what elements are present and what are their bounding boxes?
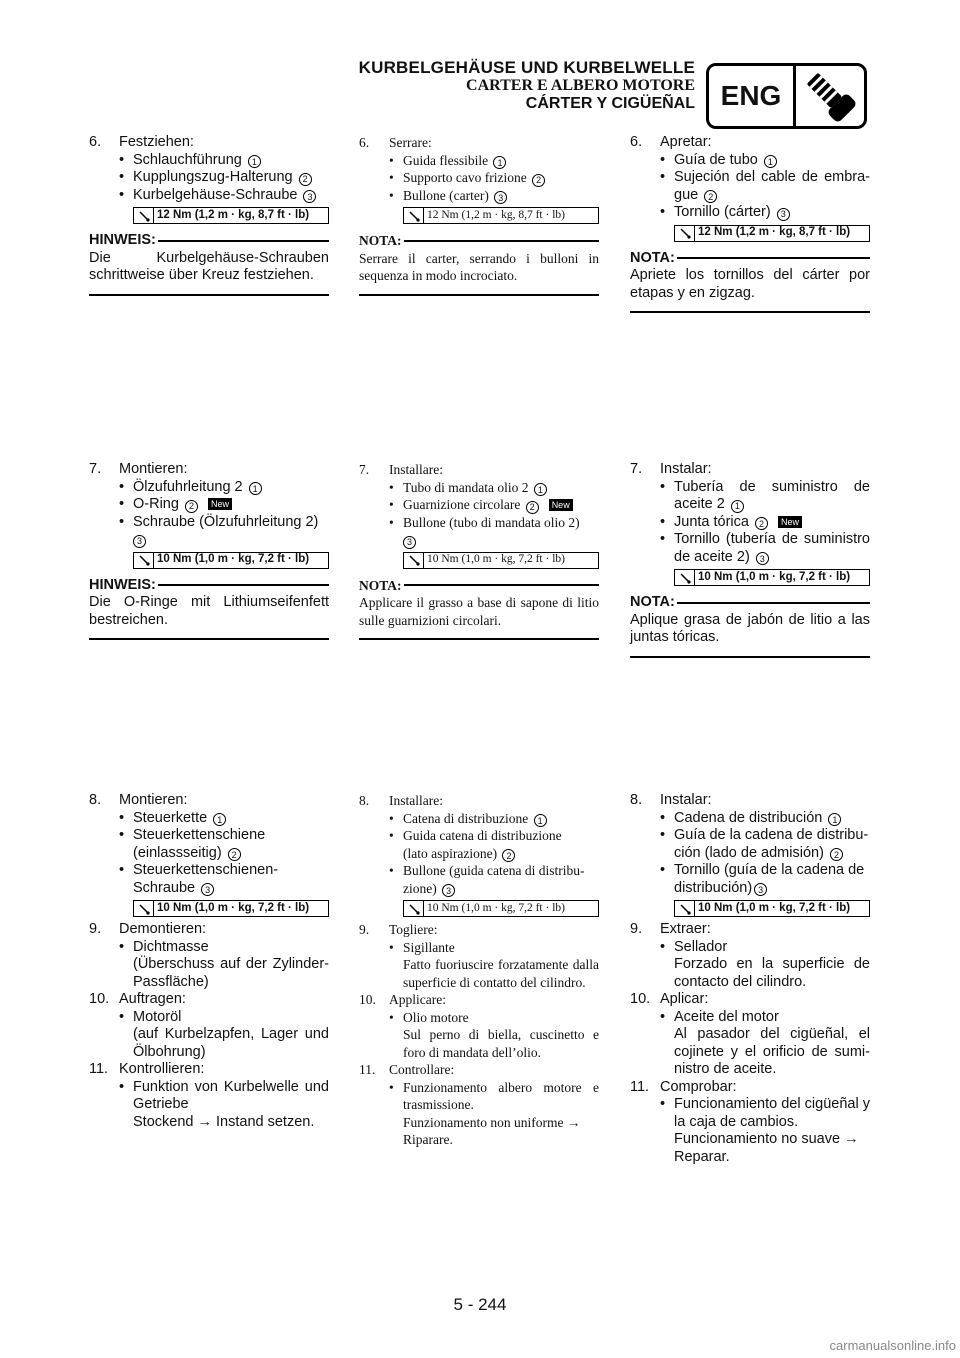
new-part-badge: New: [549, 499, 573, 511]
es-step-6: 6. Apretar: • Guía de tubo 1 • Sujeción del cable de embra-gue 2 • Tornillo (cárter) 3 12 Nm (1,2 m · kg, 8,7 ft · lb) NOTA: Apriete los tornillos del cárter por etapas y en zigzag.: [630, 134, 870, 313]
torque-wrench-icon: [404, 208, 424, 223]
note-box: NOTA: Aplique grasa de jabón de litio a las juntas tóricas.: [630, 594, 870, 658]
callout-1: 1: [534, 483, 547, 496]
section-header: [359, 58, 695, 113]
torque-spec: 10 Nm (1,0 m · kg, 7,2 ft · lb): [133, 552, 329, 569]
callout-3: 3: [201, 883, 214, 896]
callout-2: 2: [755, 517, 768, 530]
torque-wrench-icon: [675, 570, 695, 585]
note-box: HINWEIS: Die Kurbelgehäuse-Schrauben schrittweise über Kreuz festziehen.: [89, 232, 329, 296]
callout-1: 1: [764, 155, 777, 168]
torque-wrench-icon: [134, 901, 154, 916]
callout-1: 1: [534, 814, 547, 827]
torque-spec: 10 Nm (1,0 m · kg, 7,2 ft · lb): [403, 900, 599, 917]
de-step-7: 7. Montieren: • Ölzufuhrleitung 2 1 • O-Ring 2 New • Schraube (Ölzufuhrleitung 2) 3 10 Nm (1,0 m · kg, 7,2 ft · lb) HINWEIS: Die O-Ringe mit Lithiumseifenfett bestreichen.: [89, 461, 329, 640]
callout-2: 2: [704, 190, 717, 203]
es-steps-8-11: 8. Instalar: • Cadena de distribución 1 • Guía de la cadena de distribu- ción (lado de admisión) 2 • Tornillo (guía de la cadena de distribución) 3 10 Nm (1,0 m · kg, 7,2 ft · lb) 9. Extraer: • Sellador Forzado en la superficie de contacto del cilindro. 10. Aplicar: • Aceite del motor Al pasador del cigüeñal, el cojinete y el orificio de sumi-nistro de aceite. 11. Comprobar: • Funcionamiento del cigüeñal y la caja de cambios. Funcionamiento no suave → Reparar.: [630, 792, 870, 1165]
torque-wrench-icon: [134, 553, 154, 568]
note-box: HINWEIS: Die O-Ringe mit Lithiumseifenfett bestreichen.: [89, 577, 329, 641]
callout-1: 1: [731, 500, 744, 513]
torque-spec: 12 Nm (1,2 m · kg, 8,7 ft · lb): [674, 225, 870, 242]
callout-2: 2: [502, 849, 515, 862]
callout-3: 3: [756, 552, 769, 565]
header-title-es: CÁRTER Y CIGÜEÑAL: [525, 95, 695, 112]
de-steps-8-11: 8. Montieren: • Steuerkette 1 • Steuerkettenschiene (einlassseitig) 2 • Steuerkettenschienen- Schraube 3 10 Nm (1,0 m · kg, 7,2 ft · lb) 9. Demontieren: • Dichtmasse (Überschuss auf der Zylinder-Passfläche) 10. Auftragen: • Motoröl (auf Kurbelzapfen, Lager und Ölbohrung) 11. Kontrollieren: • Funktion von Kurbelwelle und Getriebe Stockend → Instand setzen.: [89, 792, 329, 1130]
callout-1: 1: [213, 813, 226, 826]
torque-spec: 12 Nm (1,2 m · kg, 8,7 ft · lb): [403, 207, 599, 224]
note-box: NOTA: Serrare il carter, serrando i bulloni in sequenza in modo incrociato.: [359, 232, 599, 296]
torque-wrench-icon: [404, 901, 424, 916]
page-number: 5 - 244: [453, 1295, 507, 1314]
callout-3: 3: [303, 190, 316, 203]
torque-spec: 10 Nm (1,0 m · kg, 7,2 ft · lb): [674, 569, 870, 586]
torque-wrench-icon: [404, 553, 424, 568]
it-step-6: 6. Serrare: • Guida flessibile 1 • Supporto cavo frizione 2 • Bullone (carter) 3 12 Nm (1,2 m · kg, 8,7 ft · lb) NOTA: Serrare il carter, serrando i bulloni in sequenza in modo incrociato.: [359, 134, 599, 296]
header-title-de: KURBELGEHÄUSE UND KURBELWELLE: [358, 58, 695, 77]
callout-2: 2: [228, 848, 241, 861]
callout-1: 1: [493, 156, 506, 169]
callout-3: 3: [403, 536, 416, 549]
torque-spec: 10 Nm (1,0 m · kg, 7,2 ft · lb): [403, 552, 599, 569]
callout-2: 2: [526, 501, 539, 514]
torque-wrench-icon: [675, 901, 695, 916]
note-box: NOTA: Apriete los tornillos del cárter por etapas y en zigzag.: [630, 250, 870, 314]
header-title-it: CARTER E ALBERO MOTORE: [466, 77, 695, 94]
callout-1: 1: [828, 813, 841, 826]
de-step-6: 6. Festziehen: • Schlauchführung 1 • Kupplungszug-Halterung 2 • Kurbelgehäuse-Schraube 3 12 Nm (1,2 m · kg, 8,7 ft · lb) HINWEIS: Die Kurbelgehäuse-Schrauben schrittweise über Kreuz festziehen.: [89, 134, 329, 296]
callout-3: 3: [442, 884, 455, 897]
torque-spec: 12 Nm (1,2 m · kg, 8,7 ft · lb): [133, 207, 329, 224]
watermark: carmanualsonline.info: [829, 1338, 956, 1353]
callout-2: 2: [185, 500, 198, 513]
callout-3: 3: [494, 191, 507, 204]
callout-2: 2: [532, 174, 545, 187]
callout-1: 1: [249, 482, 262, 495]
engine-wrench-icon: [796, 66, 864, 126]
new-part-badge: New: [778, 516, 802, 528]
it-step-7: 7. Installare: • Tubo di mandata olio 2 1 • Guarnizione circolare 2 New • Bullone (tubo di mandata olio 2) 3 10 Nm (1,0 m · kg, 7,2 ft · lb) NOTA: Applicare il grasso a base di sapone di litio sulle guarnizioni circolari.: [359, 461, 599, 640]
eng-badge-label: ENG: [709, 66, 796, 126]
callout-1: 1: [248, 155, 261, 168]
torque-wrench-icon: [675, 226, 695, 241]
note-box: NOTA: Applicare il grasso a base di sapone di litio sulle guarnizioni circolari.: [359, 577, 599, 641]
torque-spec: 10 Nm (1,0 m · kg, 7,2 ft · lb): [133, 900, 329, 917]
eng-badge: [706, 63, 867, 129]
new-part-badge: New: [208, 498, 232, 510]
callout-2: 2: [830, 848, 843, 861]
callout-3: 3: [777, 208, 790, 221]
torque-wrench-icon: [134, 208, 154, 223]
callout-2: 2: [299, 173, 312, 186]
callout-3: 3: [754, 883, 767, 896]
torque-spec: 10 Nm (1,0 m · kg, 7,2 ft · lb): [674, 900, 870, 917]
callout-3: 3: [133, 535, 146, 548]
es-step-7: 7. Instalar: • Tubería de suministro de aceite 2 1 • Junta tórica 2 New • Tornillo (tubería de suministro de aceite 2) 3 10 Nm (1,0 m · kg, 7,2 ft · lb) NOTA: Aplique grasa de jabón de litio a las juntas tóricas.: [630, 461, 870, 658]
it-steps-8-11: 8. Installare: • Catena di distribuzione 1 • Guida catena di distribuzione (lato aspirazione) 2 • Bullone (guida catena di distribu- zione) 3 10 Nm (1,0 m · kg, 7,2 ft · lb) 9. Togliere: • Sigillante Fatto fuoriuscire forzatamente dalla superficie di contatto del cilindro. 10. Applicare: • Olio motore Sul perno di biella, cuscinetto e foro di mandata dell’olio. 11. Controllare: • Funzionamento albero motore e trasmissione. Funzionamento non uniforme → Riparare.: [359, 793, 599, 1147]
